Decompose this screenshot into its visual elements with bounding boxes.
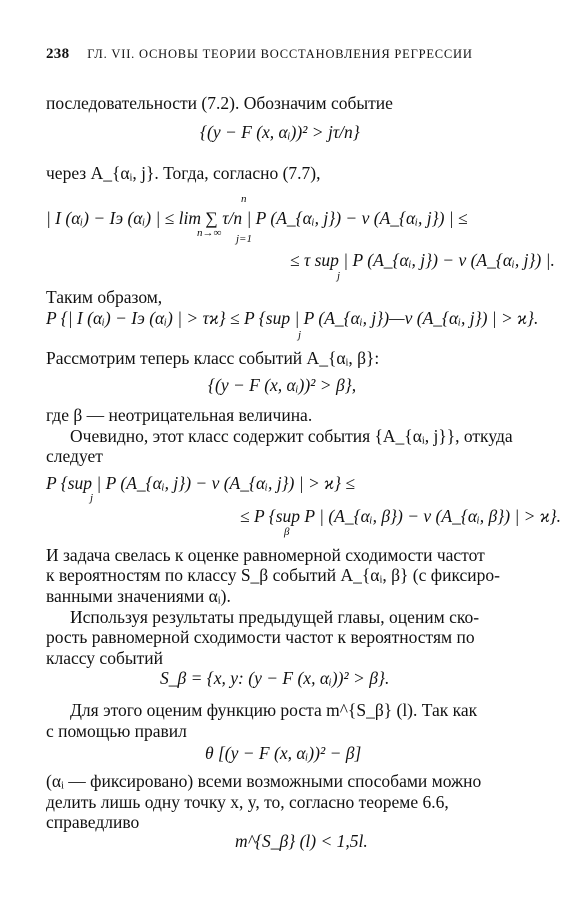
sum-lower-limit: j=1: [236, 233, 252, 245]
page-header: [46, 46, 506, 63]
paragraph-line: через A_{αᵢ, j}. Тогда, согласно (7.7),: [46, 163, 321, 183]
paragraph-line: Очевидно, этот класс содержит события {A_{αᵢ, j}}, откуда: [70, 426, 513, 446]
paragraph-line: Для этого оценим функцию роста m^{S_β} (l). Так как: [70, 700, 478, 720]
formula-inequality-2a: P {sup | P (A_{αᵢ, j}) − ν (A_{αᵢ, j}) | > ϰ} ≤: [46, 473, 355, 493]
formula-growth-bound: m^{S_β} (l) < 1,5l.: [235, 831, 368, 851]
sup-subscript: j: [298, 329, 302, 341]
formula-inequality-2b: ≤ P {sup P | (A_{αᵢ, β}) − ν (A_{αᵢ, β}) | > ϰ}.: [240, 506, 562, 526]
limit-subscript: n→∞: [197, 227, 222, 239]
sum-upper-limit: n: [241, 193, 247, 205]
formula-indicator-rule: θ [(y − F (x, αᵢ))² − β]: [205, 743, 362, 763]
paragraph-line: Таким образом,: [46, 287, 163, 307]
paragraph-line: Используя результаты предыдущей главы, оценим ско-: [70, 607, 480, 627]
paragraph-line: рость равномерной сходимости частот к вероятностям по: [46, 627, 475, 647]
paragraph-line: классу событий: [46, 648, 163, 668]
formula-probability-bound: P {| I (αᵢ) − Iэ (αᵢ) | > τϰ} ≤ P {sup | P (A_{αᵢ, j})—ν (A_{αᵢ, j}) | > ϰ}.: [46, 308, 539, 328]
paragraph-line: справедливо: [46, 812, 140, 832]
formula-inequality-1b: ≤ τ sup | P (A_{αᵢ, j}) − ν (A_{αᵢ, j}) |.: [290, 250, 555, 270]
paragraph-line: делить лишь одну точку x, y, то, согласно теореме 6.6,: [46, 792, 449, 812]
paragraph-line: где β — неотрицательная величина.: [46, 405, 313, 425]
sup-subscript: β: [284, 526, 290, 538]
paragraph-line: последовательности (7.2). Обозначим событие: [46, 93, 393, 113]
sup-subscript: j: [90, 492, 94, 504]
page-number: 238: [46, 46, 70, 62]
paragraph-line: к вероятностям по классу S_β событий A_{αᵢ, β} (с фиксиро-: [46, 565, 500, 585]
sup-subscript: j: [337, 270, 341, 282]
paragraph-line: следует: [46, 446, 103, 466]
paragraph-line: ванными значениями αᵢ).: [46, 586, 231, 606]
paragraph-line: Рассмотрим теперь класс событий A_{αᵢ, β}:: [46, 348, 380, 368]
formula-class-definition: S_β = {x, y: (y − F (x, αᵢ))² > β}.: [160, 668, 390, 688]
running-title: ГЛ. VII. ОСНОВЫ ТЕОРИИ ВОССТАНОВЛЕНИЯ РЕГРЕССИИ: [87, 47, 473, 61]
formula-event-class: {(y − F (x, αᵢ))² > β},: [208, 375, 357, 395]
formula-event: {(y − F (x, αᵢ))² > jτ/n}: [200, 122, 360, 142]
paragraph-line: И задача свелась к оценке равномерной сходимости частот: [46, 545, 485, 565]
formula-inequality-1a: | I (αᵢ) − Iэ (αᵢ) | ≤ lim ∑ τ/n | P (A_{αᵢ, j}) − ν (A_{αᵢ, j}) | ≤: [46, 208, 468, 228]
paragraph-line: (αᵢ — фиксировано) всеми возможными способами можно: [46, 771, 482, 791]
paragraph-line: с помощью правил: [46, 721, 187, 741]
